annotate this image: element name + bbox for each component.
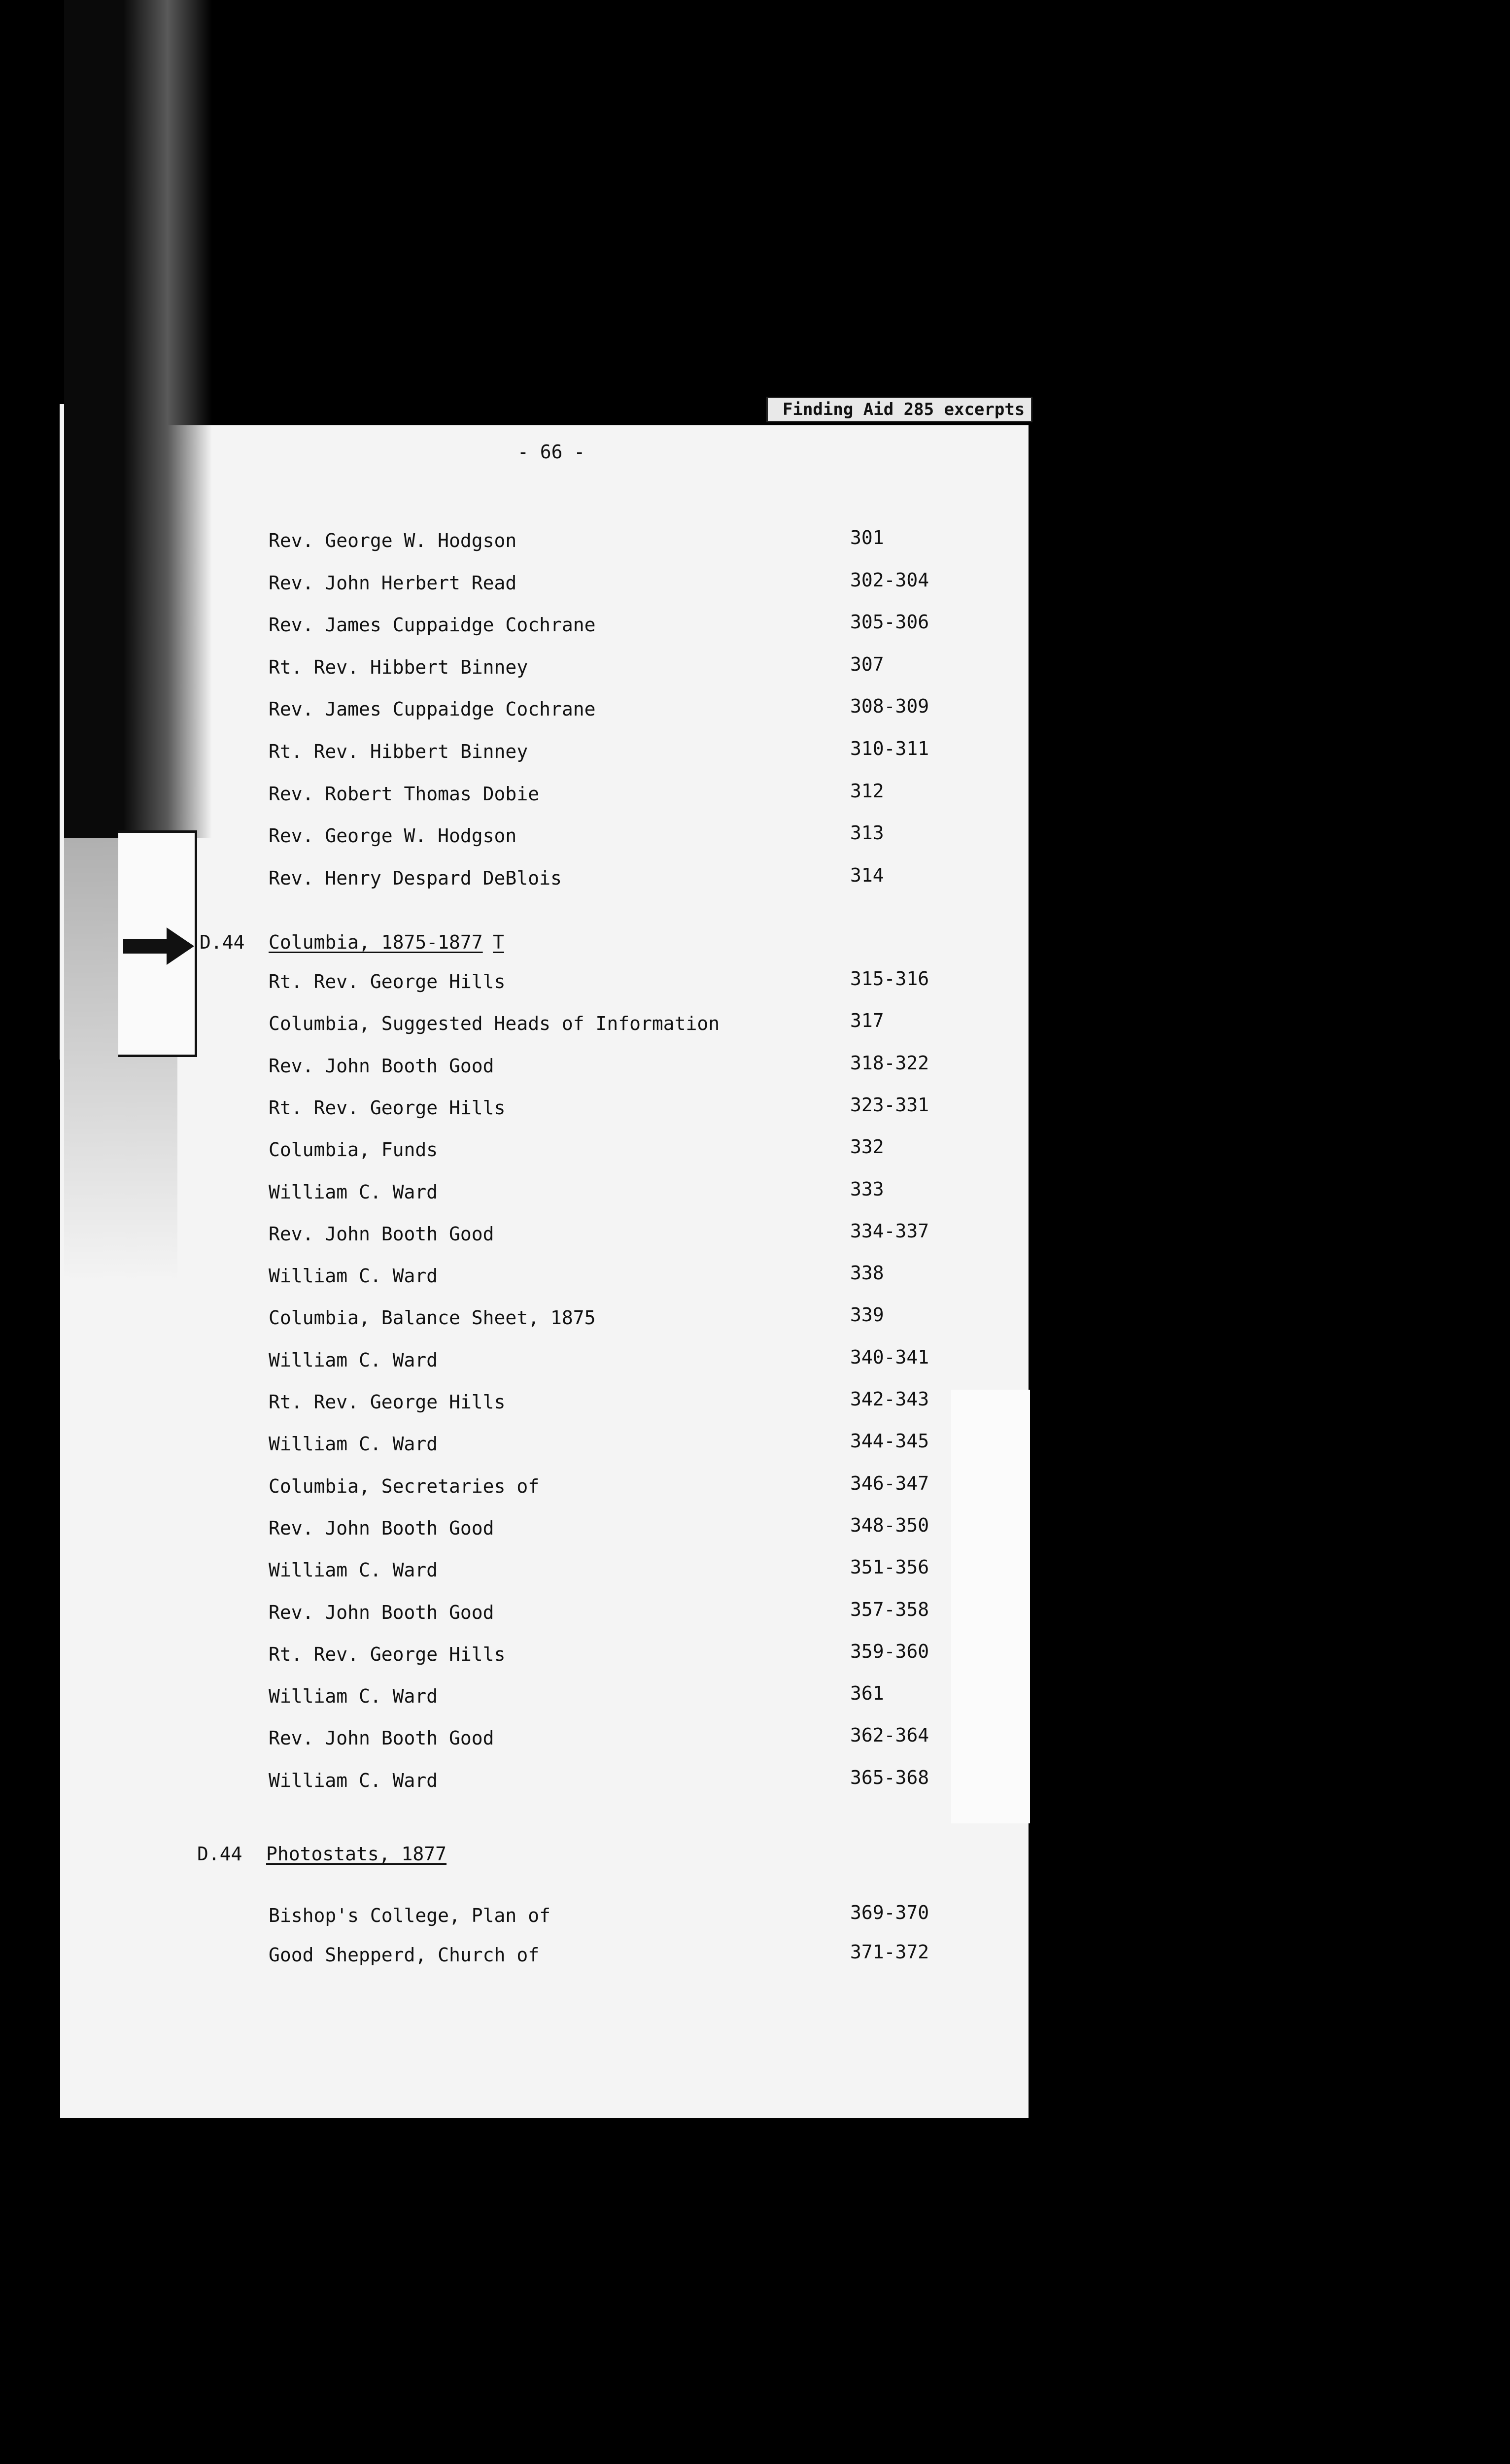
entry-name: Rt. Rev. George Hills bbox=[269, 1097, 506, 1119]
entry-name: Columbia, Secretaries of bbox=[269, 1475, 540, 1497]
entry-name: Rt. Rev. George Hills bbox=[269, 1643, 506, 1665]
entry-name: William C. Ward bbox=[269, 1770, 438, 1791]
entry-pages: 313 bbox=[850, 822, 884, 844]
section-mark: T bbox=[493, 931, 504, 953]
entry-pages: 323-331 bbox=[850, 1094, 929, 1116]
entry-pages: 346-347 bbox=[850, 1472, 929, 1494]
entry-name: Rev. James Cuppaidge Cochrane bbox=[269, 698, 596, 720]
entry-pages: 318-322 bbox=[850, 1052, 929, 1074]
entry-pages: 307 bbox=[850, 653, 884, 675]
entry-name: Rev. John Booth Good bbox=[269, 1517, 494, 1539]
arrow-head-icon bbox=[167, 927, 194, 965]
entry-pages: 315-316 bbox=[850, 968, 929, 990]
entry-pages: 305-306 bbox=[850, 611, 929, 633]
entry-pages: 312 bbox=[850, 780, 884, 802]
section-title: Photostats, 1877 bbox=[266, 1843, 447, 1865]
entry-name: Rev. John Booth Good bbox=[269, 1223, 494, 1245]
entry-pages: 308-309 bbox=[850, 695, 929, 717]
entry-pages: 344-345 bbox=[850, 1430, 929, 1452]
entry-name: William C. Ward bbox=[269, 1559, 438, 1581]
entry-pages: 334-337 bbox=[850, 1220, 929, 1242]
entry-name: Columbia, Balance Sheet, 1875 bbox=[269, 1307, 596, 1329]
arrow-icon bbox=[123, 939, 168, 954]
entry-pages: 361 bbox=[850, 1682, 884, 1704]
scan-shadow bbox=[64, 0, 212, 838]
entry-name: Rev. John Herbert Read bbox=[269, 572, 517, 594]
entry-name: Columbia, Suggested Heads of Information bbox=[269, 1013, 720, 1034]
page-edge-lighter bbox=[951, 1390, 1030, 1823]
entry-name: Rt. Rev. George Hills bbox=[269, 971, 506, 992]
finding-aid-tab: Finding Aid 285 excerpts bbox=[766, 397, 1032, 422]
entry-pages: 342-343 bbox=[850, 1388, 929, 1410]
section-code: D.44 bbox=[197, 1843, 242, 1865]
entry-name: William C. Ward bbox=[269, 1181, 438, 1203]
entry-pages: 310-311 bbox=[850, 738, 929, 759]
entry-pages: 317 bbox=[850, 1010, 884, 1031]
entry-name: Rev. George W. Hodgson bbox=[269, 530, 517, 551]
entry-name: Rev. James Cuppaidge Cochrane bbox=[269, 614, 596, 636]
page-number: - 66 - bbox=[517, 441, 585, 463]
entry-name: Rev. John Booth Good bbox=[269, 1727, 494, 1749]
entry-name: Good Shepperd, Church of bbox=[269, 1944, 540, 1966]
entry-name: Rev. John Booth Good bbox=[269, 1055, 494, 1077]
entry-name: William C. Ward bbox=[269, 1433, 438, 1455]
entry-pages: 338 bbox=[850, 1262, 884, 1284]
entry-pages: 332 bbox=[850, 1136, 884, 1158]
entry-pages: 359-360 bbox=[850, 1641, 929, 1662]
entry-pages: 314 bbox=[850, 864, 884, 886]
entry-name: William C. Ward bbox=[269, 1265, 438, 1287]
entry-name: William C. Ward bbox=[269, 1685, 438, 1707]
entry-name: Rev. John Booth Good bbox=[269, 1602, 494, 1623]
entry-name: Rev. George W. Hodgson bbox=[269, 825, 517, 847]
entry-pages: 340-341 bbox=[850, 1346, 929, 1368]
entry-pages: 333 bbox=[850, 1178, 884, 1200]
section-title: Columbia, 1875-1877 bbox=[269, 931, 483, 953]
entry-name: Columbia, Funds bbox=[269, 1139, 438, 1161]
entry-pages: 348-350 bbox=[850, 1514, 929, 1536]
entry-pages: 357-358 bbox=[850, 1599, 929, 1620]
entry-name: Rev. Robert Thomas Dobie bbox=[269, 783, 540, 805]
entry-pages: 369-370 bbox=[850, 1902, 929, 1923]
entry-name: William C. Ward bbox=[269, 1349, 438, 1371]
entry-name: Rev. Henry Despard DeBlois bbox=[269, 867, 562, 889]
section-code: D.44 bbox=[200, 931, 245, 953]
entry-pages: 371-372 bbox=[850, 1941, 929, 1963]
entry-pages: 351-356 bbox=[850, 1556, 929, 1578]
entry-pages: 301 bbox=[850, 527, 884, 548]
entry-name: Rt. Rev. Hibbert Binney bbox=[269, 741, 528, 762]
entry-name: Bishop's College, Plan of bbox=[269, 1905, 550, 1926]
entry-name: Rt. Rev. George Hills bbox=[269, 1391, 506, 1413]
entry-name: Rt. Rev. Hibbert Binney bbox=[269, 656, 528, 678]
entry-pages: 365-368 bbox=[850, 1767, 929, 1788]
entry-pages: 362-364 bbox=[850, 1724, 929, 1746]
entry-pages: 339 bbox=[850, 1304, 884, 1326]
entry-pages: 302-304 bbox=[850, 569, 929, 591]
